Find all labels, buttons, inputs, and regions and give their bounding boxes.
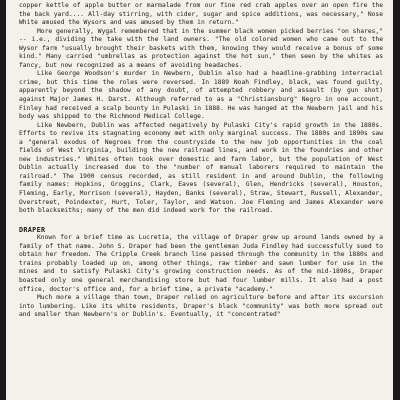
paragraph: More generally, Wygal remembered that in the summer black women picked berries "on shares," -- i.e., dividing the take with the land owners. "The old colored women who came out to the Wysor farm "usually brought their baskets with them, knowing they would receive a bonus of some kind." Many carried "umbrellas as protection against the hot sun," then seen by the whites as fancy, but now recognized as a means of avoiding headaches. bbox=[19, 27, 383, 69]
paragraph: Much more a village than town, Draper relied on agriculture before and after its excursion into lumbering. Like its white residents, Draper's black "community" was both more spread out and smaller than Newbern's or Dublin's. Eventually, it "concentrated" bbox=[19, 294, 383, 319]
paragraph: Like Newbern, Dublin was affected negatively by Pulaski City's rapid growth in the 1880s. Efforts to revive its stagnating economy met with only marginal success. The 1880s and 1890s saw a "general exodus of Negroes from the countryside to the new job opportunities in the coal fields of West Virginia, building the new railroad lines, and work in the foundries and other new industries." Whites often took over domestic and farm labor, but the population of West Dublin actually increased due to the "number of manual laborers required to maintain the railroad." The 1900 census recorded, as still resident in and around Dublin, the following family names: Hopkins, Groggins, Clark, Eaves (several), Glen, Hendricks (several), Houston, Fleming, Early, Morrison (several), Hayden, Banks (several), Straw, Stewart, Russell, Alexander, Overstreet, Poindexter, Hurt, Toler, Taylor, and Watson. Joe Fleming and James Alexander were both blacksmiths; many of the men did indeed work for the railroad. bbox=[19, 121, 383, 215]
paragraph: copper kettle of apple butter or marmalade from our fine red crab apples over an open fire the the back yard.... All-day stirring, with cider, sugar and spice additions, was necessary," Nose White amused the Wysors and was amused by them in return." bbox=[19, 2, 383, 27]
paragraph: Known for a brief time as Lucretia, the village of Draper grew up around lands owned by a family of that name. John S. Draper had been the gentleman Juda Findley had successfully sued to obtain her freedom. The Cripple Creek branch line passed through the community in the 1880s and trains probably loaded up on, among other things, raw timber and sawn lumber for use in the mines and to satisfy Pulaski City's growing construction needs. As of the mid-1890s, Draper boasted only one general merchandising store but had four lumber mills. It also had a post office, doctor's office and, for a brief time, a private "academy." bbox=[19, 234, 383, 293]
section-heading: DRAPER bbox=[19, 225, 46, 234]
paragraph: Like George Woodson's murder in Newbern, Dublin also had a headline-grabbing interracial crime, but this time the roles were reversed. In 1889 Noah Findley, black, was found guilty, apparently beyond the shadow of any doubt, of attempted robbery and assault (by gun shot) against Major James H. Darst. Although referred to as a "Christiansburg" Negro in one account, Finley had received a scalp bounty in Pulaski in 1888. He was hanged at the Newbern jail and his body was shipped to the Richmond Medical College. bbox=[19, 70, 383, 121]
document-page bbox=[6, 0, 393, 400]
